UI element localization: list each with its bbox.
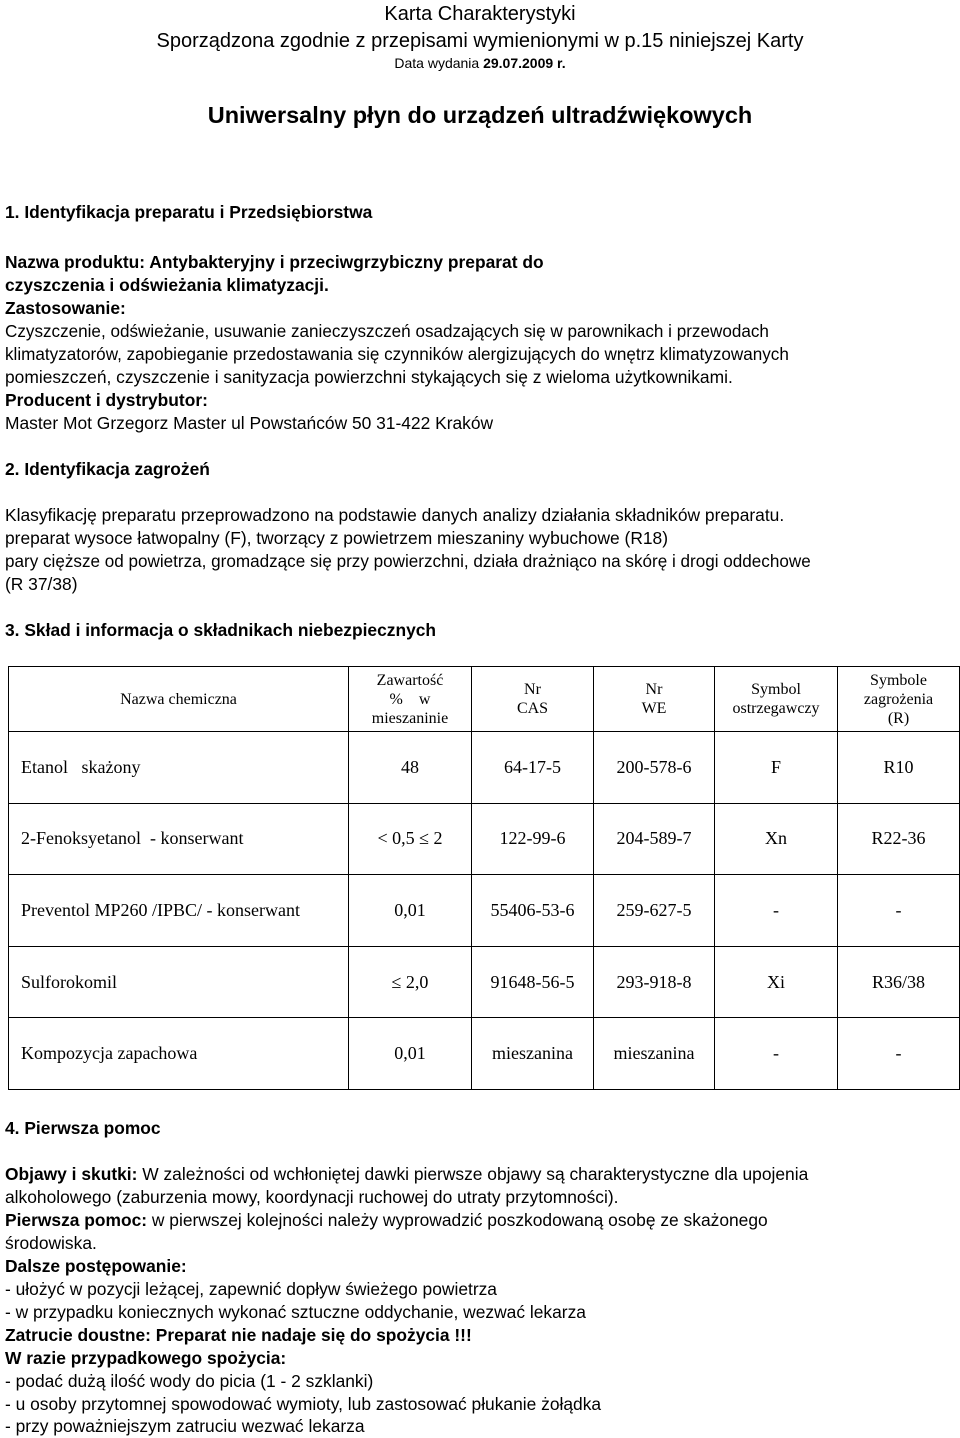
- issue-date-value: 29.07.2009 r.: [483, 55, 566, 71]
- cell-symbol: Xn: [715, 803, 838, 875]
- hazard-line-1: Klasyfikację preparatu przeprowadzono na podstawie danych analizy działania składników preparatu.: [5, 505, 785, 525]
- table-row: [9, 732, 960, 804]
- ingestion-label: W razie przypadkowego spożycia:: [5, 1348, 287, 1368]
- document-subtitle: Sporządzona zgodnie z przepisami wymienionymi w p.15 niniejszej Karty: [156, 30, 804, 52]
- cell-r-symbols: R10: [838, 732, 960, 804]
- hazard-line-4: (R 37/38): [5, 574, 78, 594]
- ingestion-line-2: - u osoby przytomnej spowodować wymioty, lub zastosować płukanie żołądka: [5, 1394, 602, 1414]
- section-2-heading: 2. Identyfikacja zagrożeń: [5, 459, 210, 479]
- cell-cas: 55406-53-6: [472, 875, 594, 947]
- cell-we: 200-578-6: [594, 732, 715, 804]
- cell-chemical-name: 2-Fenoksyetanol - konserwant: [9, 803, 349, 875]
- cell-r-symbols: R36/38: [838, 946, 960, 1018]
- hazard-line-3: pary cięższe od powietrza, gromadzące się przy powierzchni, działa drażniąco na skórę i drogi oddechowe: [5, 552, 811, 571]
- col-header-symbol: Symbol ostrzegawczy: [715, 667, 838, 732]
- hazard-line-2: preparat wysoce łatwopalny (F), tworzący z powietrzem mieszaniny wybuchowe (R18): [5, 528, 669, 548]
- first-aid-line-1: [5, 1209, 768, 1232]
- composition-table: [8, 666, 960, 1090]
- usage-line-2: klimatyzatorów, zapobieganie przedostawania się czynników alergizujących do wnętrz klimatyzowanych: [5, 345, 789, 364]
- product-title: Uniwersalny płyn do urządzeń ultradźwiękowych: [207, 102, 753, 128]
- symptoms-label: Objawy i skutki:: [5, 1164, 138, 1184]
- ingestion-line-3: - przy poważniejszym zatruciu wezwać lekarza: [5, 1416, 365, 1436]
- cell-content: ≤ 2,0: [349, 946, 472, 1018]
- section-3-heading: 3. Skład i informacja o składnikach niebezpiecznych: [5, 620, 437, 640]
- cell-content: 0,01: [349, 1018, 472, 1090]
- next-steps-line-2: - w przypadku koniecznych wykonać sztuczne oddychanie, wezwać lekarza: [5, 1302, 586, 1322]
- usage-line-1: Czyszczenie, odświeżanie, usuwanie zanieczyszczeń osadzających się w parownikach i przewodach: [5, 322, 769, 341]
- ingestion-line-1: - podać dużą ilość wody do picia (1 - 2 szklanki): [5, 1371, 374, 1391]
- col-header-r-symbols: Symbole zagrożenia (R): [838, 667, 960, 732]
- cell-symbol: Xi: [715, 946, 838, 1018]
- cell-chemical-name: Kompozycja zapachowa: [9, 1018, 349, 1090]
- cell-cas: 122-99-6: [472, 803, 594, 875]
- table-header-row: [9, 667, 960, 732]
- table-row: [9, 803, 960, 875]
- cell-chemical-name: Preventol MP260 /IPBC/ - konserwant: [9, 875, 349, 947]
- next-steps-line-1: - ułożyć w pozycji leżącej, zapewnić dopływ świeżego powietrza: [5, 1279, 497, 1299]
- cell-we: 259-627-5: [594, 875, 715, 947]
- cell-r-symbols: -: [838, 875, 960, 947]
- issue-date: [0, 55, 960, 72]
- col-header-content: Zawartość % w mieszaninie: [349, 667, 472, 732]
- cell-chemical-name: Etanol skażony: [9, 732, 349, 804]
- cell-r-symbols: R22-36: [838, 803, 960, 875]
- cell-chemical-name: Sulforokomil: [9, 946, 349, 1018]
- first-aid-label: Pierwsza pomoc:: [5, 1210, 148, 1230]
- usage-line-3: pomieszczeń, czyszczenie i sanityzacja powierzchni stykających się z wieloma użytkownikami.: [5, 367, 733, 387]
- usage-label: Zastosowanie:: [5, 298, 126, 318]
- col-header-we: Nr WE: [594, 667, 715, 732]
- oral-poisoning-note: Zatrucie doustne: Preparat nie nadaje się do spożycia !!!: [5, 1325, 472, 1345]
- producer-value: Master Mot Grzegorz Master ul Powstańców 50 31-422 Kraków: [5, 413, 494, 433]
- cell-cas: 91648-56-5: [472, 946, 594, 1018]
- table-row: [9, 875, 960, 947]
- table-row: [9, 946, 960, 1018]
- cell-we: 293-918-8: [594, 946, 715, 1018]
- section-4-heading: 4. Pierwsza pomoc: [5, 1118, 161, 1138]
- product-name-line-1: Nazwa produktu: Antybakteryjny i przeciwgrzybiczny preparat do: [5, 252, 544, 272]
- next-steps-label: Dalsze postępowanie:: [5, 1256, 187, 1276]
- cell-we: mieszanina: [594, 1018, 715, 1090]
- cell-symbol: -: [715, 875, 838, 947]
- symptoms-text: W zależności od wchłoniętej dawki pierwsze objawy są charakterystyczne dla upojenia: [137, 1164, 809, 1184]
- document-title: Karta Charakterystyki: [384, 3, 576, 25]
- symptoms-line-2: alkoholowego (zaburzenia mowy, koordynacji ruchowej do utraty przytomności).: [5, 1187, 619, 1207]
- symptoms-line-1: [5, 1163, 808, 1186]
- cell-we: 204-589-7: [594, 803, 715, 875]
- cell-content: 0,01: [349, 875, 472, 947]
- first-aid-text: w pierwszej kolejności należy wyprowadzić poszkodowaną osobę ze skażonego: [147, 1210, 768, 1230]
- col-header-name: Nazwa chemiczna: [9, 667, 349, 732]
- cell-symbol: -: [715, 1018, 838, 1090]
- issue-date-label: Data wydania: [394, 55, 484, 71]
- col-header-cas: Nr CAS: [472, 667, 594, 732]
- product-name-line-2: czyszczenia i odświeżania klimatyzacji.: [5, 275, 329, 295]
- producer-label: Producent i dystrybutor:: [5, 390, 208, 410]
- section-1-heading: 1. Identyfikacja preparatu i Przedsiębiorstwa: [5, 202, 373, 222]
- cell-cas: 64-17-5: [472, 732, 594, 804]
- cell-content: 48: [349, 732, 472, 804]
- cell-symbol: F: [715, 732, 838, 804]
- cell-cas: mieszanina: [472, 1018, 594, 1090]
- cell-content: < 0,5 ≤ 2: [349, 803, 472, 875]
- cell-r-symbols: -: [838, 1018, 960, 1090]
- table-row: [9, 1018, 960, 1090]
- first-aid-line-2: środowiska.: [5, 1233, 97, 1253]
